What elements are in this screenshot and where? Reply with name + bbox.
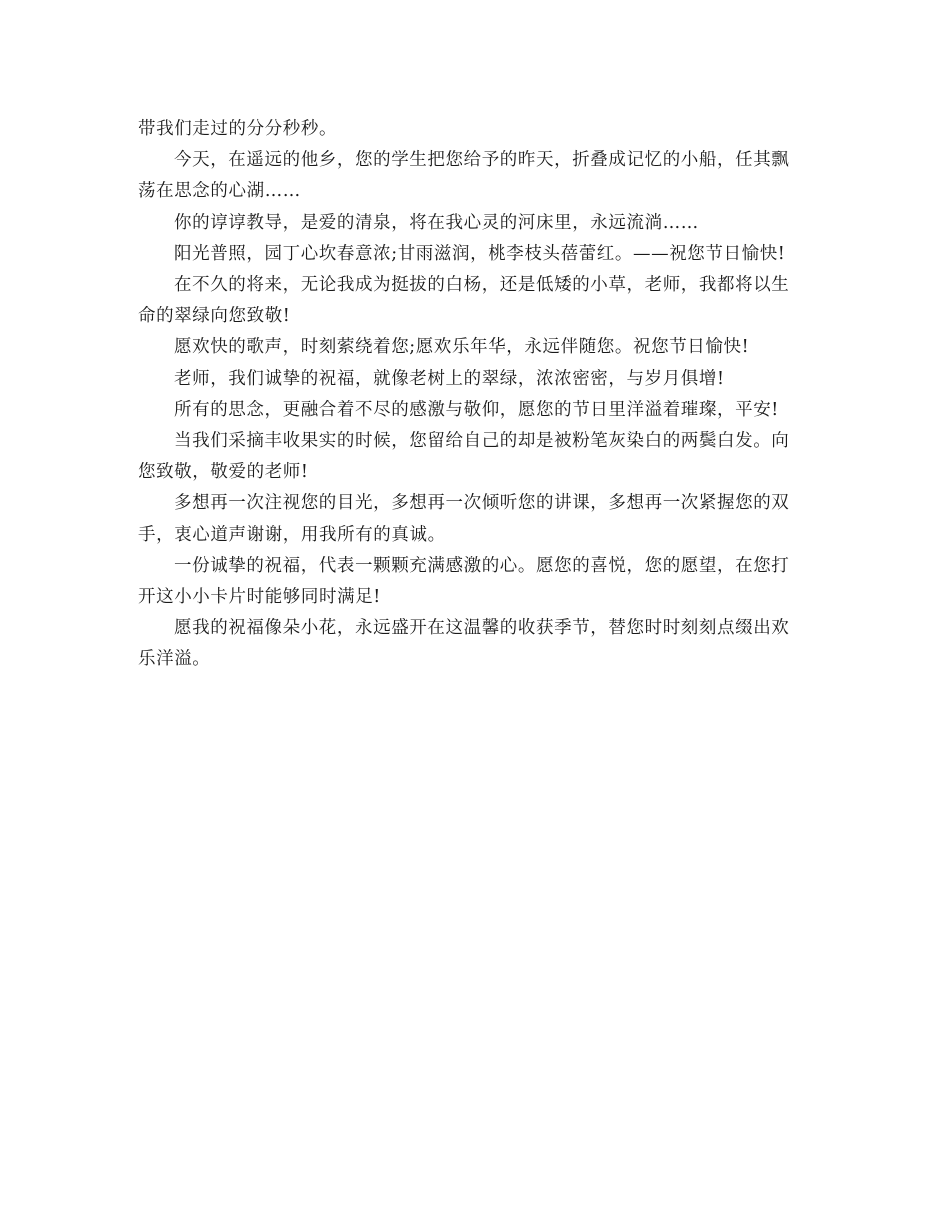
text-line: 开这小小卡片时能够同时满足! (138, 587, 381, 608)
document-body (138, 114, 814, 676)
text-line: 愿我的祝福像朵小花，永远盛开在这温馨的收获季节，替您时时刻刻点缀出欢 (174, 618, 790, 639)
text-line: 命的翠绿向您致敬! (138, 306, 291, 327)
text-line: 阳光普照，园丁心坎春意浓;甘雨滋润，桃李枝头蓓蕾红。——祝您节日愉快! (174, 243, 786, 264)
text-line: 多想再一次注视您的目光，多想再一次倾听您的讲课，多想再一次紧握您的双 (174, 493, 790, 514)
text-line: 带我们走过的分分秒秒。 (138, 119, 338, 139)
text-line: 在不久的将来，无论我成为挺拔的白杨，还是低矮的小草，老师，我都将以生 (174, 275, 790, 296)
text-line: 老师，我们诚挚的祝福，就像老树上的翠绿，浓浓密密，与岁月俱增! (174, 368, 725, 389)
text-line: 当我们采摘丰收果实的时候，您留给自己的却是被粉笔灰染白的两鬓白发。向 (174, 431, 790, 452)
text-line: 所有的思念，更融合着不尽的感激与敬仰，愿您的节日里洋溢着璀璨，平安! (174, 399, 779, 420)
text-line: 您致敬，敬爱的老师! (138, 462, 309, 483)
text-line: 一份诚挚的祝福，代表一颗颗充满感激的心。愿您的喜悦，您的愿望，在您打 (174, 555, 790, 576)
text-line: 荡在思念的心湖…… (138, 181, 301, 202)
text-line: 今天，在遥远的他乡，您的学生把您给予的昨天，折叠成记忆的小船，任其飘 (174, 150, 790, 171)
text-line: 你的谆谆教导，是爱的清泉，将在我心灵的河床里，永远流淌…… (174, 212, 699, 233)
text-line: 手，衷心道声谢谢，用我所有的真诚。 (138, 524, 446, 545)
text-line: 愿欢快的歌声，时刻萦绕着您;愿欢乐年华，永远伴随您。祝您节日愉快! (174, 337, 750, 358)
text-line: 乐洋溢。 (138, 649, 211, 670)
